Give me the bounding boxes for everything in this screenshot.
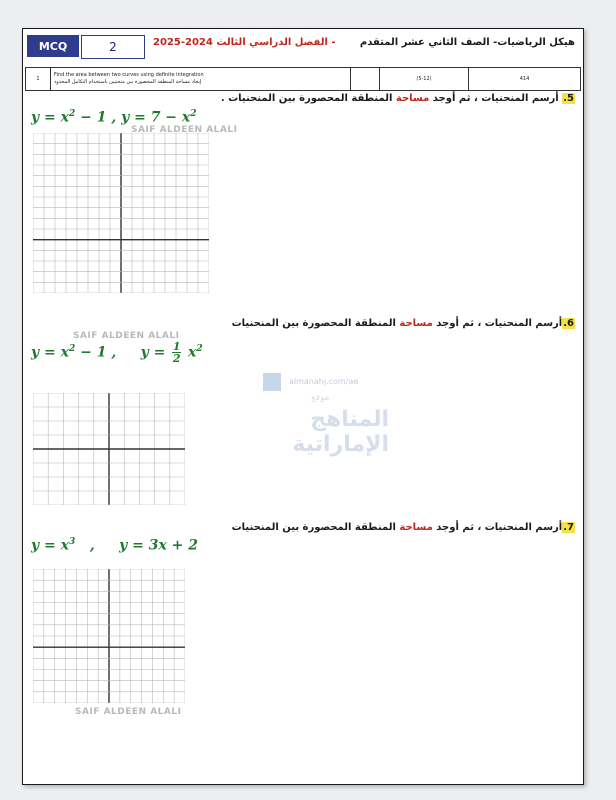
author-watermark: SAIF ALDEEN ALALI [75, 707, 182, 717]
author-watermark: SAIF ALDEEN ALALI [131, 125, 238, 135]
question-text-after: المنطقة المحصورة بين المنحنيات [231, 522, 400, 533]
info-row [25, 67, 581, 91]
header [23, 29, 583, 63]
question-5 [221, 93, 575, 104]
equation-q5: $y = x^2 - 1$ , $y = 7 - x^2$ [31, 109, 197, 126]
info-description [51, 68, 351, 90]
info-code: 414 [519, 76, 530, 82]
question-text-before: أرسم المنحنيات ، ثم أوجد [429, 93, 563, 104]
question-7 [232, 522, 575, 533]
question-text-before: أرسم المنحنيات ، ثم أوجد [432, 522, 563, 533]
question-text-after: المنطقة المحصورة بين المنحنيات [231, 318, 400, 329]
graph-grid-q7[interactable] [33, 569, 185, 703]
site-prefix: موقع [311, 393, 330, 403]
site-url: almanahj.com/ae [289, 377, 359, 386]
site-logo-watermark [259, 373, 389, 463]
info-description-en: Find the area between two curves using definite integration [54, 72, 204, 78]
question-highlight: مساحة [395, 93, 430, 104]
question-6 [232, 318, 575, 329]
question-number: 5. [563, 93, 574, 104]
mcq-number: 2 [81, 35, 145, 59]
site-name: المناهج الإماراتية [292, 407, 389, 457]
info-index: 1 [26, 68, 51, 90]
fraction-half: $\frac{1}{2}$ [172, 340, 181, 365]
info-empty [351, 68, 380, 90]
question-text-before: أرسم المنحنيات ، ثم أوجد [432, 318, 563, 329]
info-description-ar: إيجاد مساحة المنطقة المحصورة بين منحنيين باستخدام التكامل المحدود [54, 79, 202, 85]
question-highlight: مساحة [399, 522, 433, 533]
question-number: 6. [563, 318, 574, 329]
equation-q6: $y = x^2 - 1$ , y = $\frac{1}{2}$ $x^2$ [31, 340, 203, 365]
worksheet-page [22, 28, 584, 785]
graph-grid-q6[interactable] [33, 393, 185, 505]
mcq-label: MCQ [27, 35, 79, 57]
subject-title: هيكل الرياضيات- الصف الثاني عشر المتقدم [359, 37, 575, 48]
question-text-after: المنطقة المحصورة بين المنحنيات . [220, 93, 396, 104]
graph-grid-q5[interactable] [33, 133, 209, 293]
info-pages: (5-12) [380, 68, 469, 90]
question-number: 7. [563, 522, 574, 533]
author-watermark: SAIF ALDEEN ALALI [73, 331, 180, 341]
question-highlight: مساحة [399, 318, 433, 329]
term-label: - الفصل الدراسي الثالث 2024-2025 [153, 37, 336, 48]
logo-square-icon [263, 373, 281, 391]
equation-q7: $y = x^3$ , y = 3x + 2 [31, 537, 199, 554]
